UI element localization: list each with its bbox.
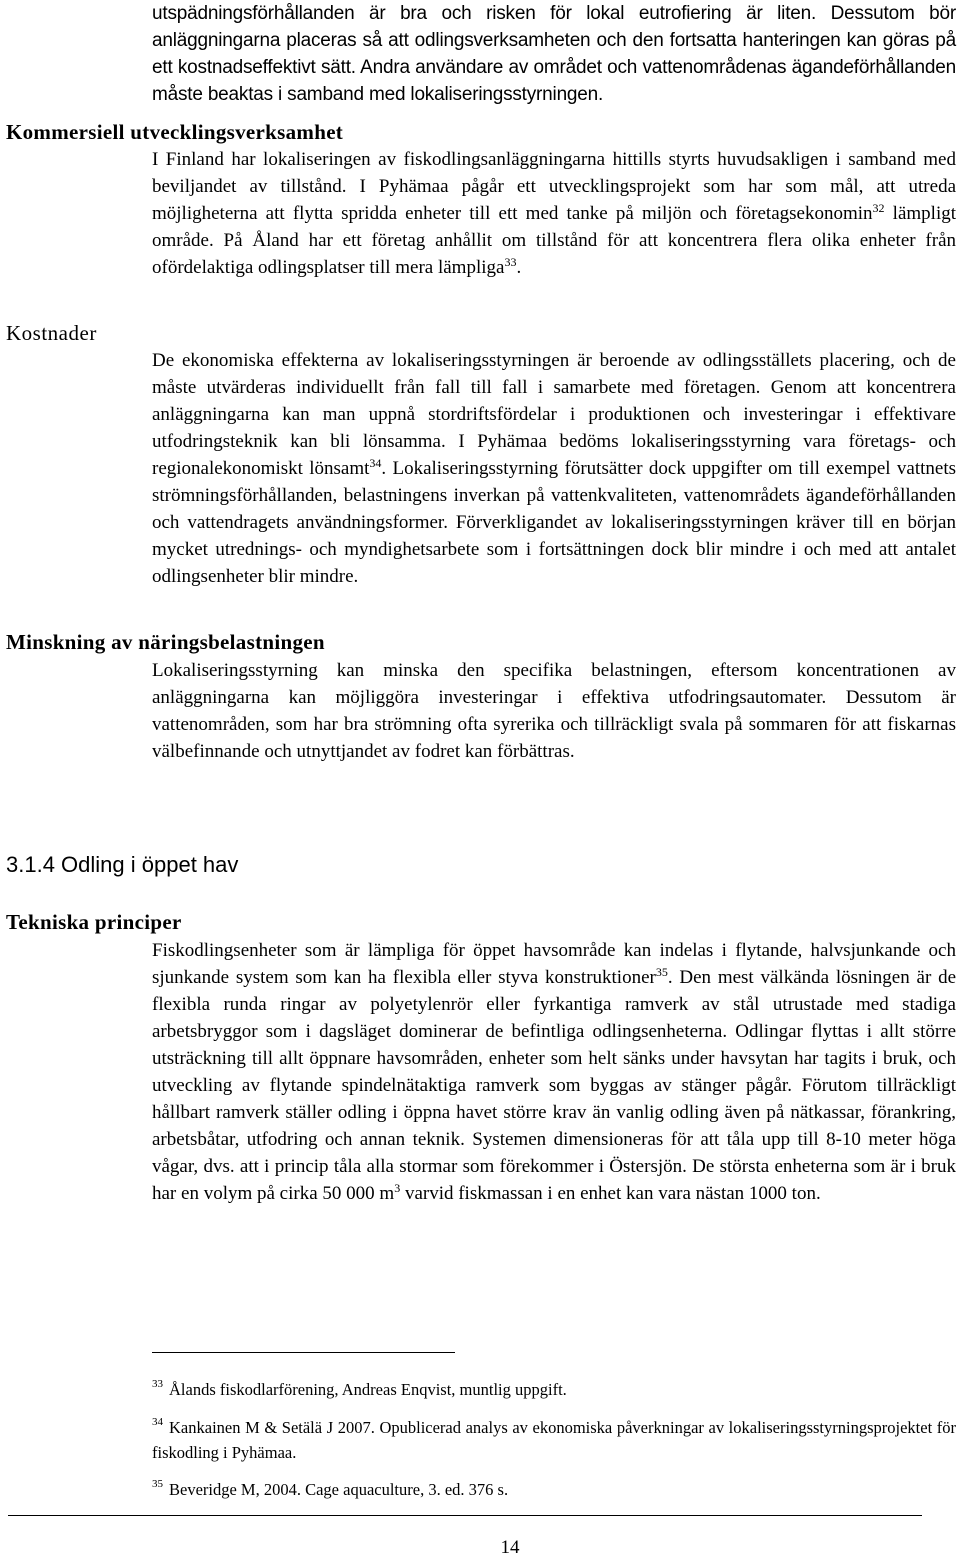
footnote-ref-34[interactable]: 34: [369, 456, 382, 470]
page-number: 14: [500, 1537, 520, 1558]
superscript-cubed: 3: [394, 1181, 401, 1195]
section-title: 3.1.4 Odling i öppet hav: [6, 852, 239, 877]
heading-kommersiell: Kommersiell utvecklingsverksamhet: [6, 120, 344, 144]
heading-kostnader: Kostnader: [6, 321, 97, 345]
footnote-33: $^{33}$ Ålands fiskodlarförening, Andreas Enqvist, muntlig uppgift.: [152, 1378, 567, 1399]
page-footer-rule: [8, 1515, 922, 1516]
paragraph-minskning: Lokaliseringsstyrning kan minska den specifika belastningen, eftersom koncentrationen av anläggningarna kan möjliggöra investeringar i effektiva utfodringsautomater. Dessutom är vattenområden, som har bra strömning ofta syrerika och tillräckligt svala på sommaren för att fiskarnas välbefinnande och utnyttjandet av fodret kan förbättras.: [152, 660, 956, 762]
footnote-ref-33[interactable]: 33: [504, 255, 517, 269]
footnote-35: $^{35}$ Beveridge M, 2004. Cage aquaculture, 3. ed. 376 s.: [152, 1478, 509, 1499]
footnote-ref-32: 32: [872, 201, 885, 215]
paragraph-tekniska: Fiskodlingsenheter som är lämpliga för öppet havsområde kan indelas i flytande, halvsjunkande och sjunkande system som kan ha flexibla eller styva konstruktioner$^{35}$. Den mest välkända lösningen är de flexibla runda ringar av polyetylenrör eller fyrkantiga ramverk av stål utrustade med stadiga arbetsbryggor som i dagsläget dominerar de befintliga odlingsenheterna. Odlingar flyttas i allt större utsträckning till allt öppnare havsområden, enheter som helt sänks under havsytan har tagits i bruk, och utveckling av flytande spindelnätaktiga ramverk som byggas av stänger pågår. Förutom tillräckligt hållbart ramverk ställer odling i öppna havet större krav än vanlig odling även på nätkassar, förankring, arbetsbåtar, utfodring och annan teknik. Systemen dimensioneras för att tåla upp till 8-10 meter höga vågar, dvs. att i princip tåla alla stormar som förekommer i Östersjön. De största enheterna som är i bruk har en volym på cirka 50 000 $m^3$ varvid fiskmassan i en enhet kan vara nästan 1000 ton.: [152, 940, 956, 1204]
footnote-separator: [152, 1352, 455, 1353]
intro-paragraph: utspädningsförhållanden är bra och risken för lokal eutrofiering är liten. Dessutom bör anläggningarna placeras så att odlingsverksamheten och den fortsatta hanteringen kan göras på ett kostnadseffektivt sätt. Andra användare av området och vattenområdenas ägandeförhållanden måste beaktas i samband med lokaliseringsstyrningen.: [152, 3, 956, 105]
heading-minskning: Minskning av näringsbelastningen: [6, 630, 325, 654]
footnote-ref-35[interactable]: 35: [655, 965, 668, 979]
paragraph-kostnader: De ekonomiska effekterna av lokaliseringsstyrningen är beroende av odlingsställets placering, och de måste utvärderas individuellt från fall till fall i samarbete med företagen. Genom att koncentrera anläggningarna kan man uppnå stordriftsfördelar i produktionen och investeringar i effektivare utfodringsteknik kan bli lönsamma. I Pyhämaa bedöms lokaliseringsstyrning vara företags- och regionalekonomiskt lönsamt$^{34}$. Lokaliseringsstyrning förutsätter dock uppgifter om till exempel vattnets strömningsförhållanden, belastningens inverkan på vattenkvaliteten, vattenområdets ägandeförhållanden och vattendragets användningsformer. Förverkligandet av lokaliseringsstyrningen kräver till en början mycket utrednings- och myndighetsarbete som i fortsättningen dock blir mindre i och med att antalet odlingsenheter blir mindre.: [152, 350, 956, 587]
footnote-34: $^{34}$ Kankainen M & Setälä J 2007. Opublicerad analys av ekonomiska påverkningar av lokaliseringsstyrningsprojektet för fiskodling i Pyhämaa.: [152, 1416, 956, 1462]
paragraph-kommersiell: I Finland har lokaliseringen av fiskodlingsanläggningarna hittills styrts huvudsakligen i samband med beviljandet av tillstånd. I Pyhämaa pågår ett utvecklingsprojekt som har som mål, att utreda möjligheterna att flytta spridda enheter till ett med tanke på miljön och företagsekonomin$^{32}$ lämpligt område. På Åland har ett företag anhållit om tillstånd för att koncentrera flera olika enheter från ofördelaktiga odlingsplatser till mera lämpliga$^{33}$.: [152, 149, 957, 278]
heading-tekniska: Tekniska principer: [6, 910, 182, 934]
